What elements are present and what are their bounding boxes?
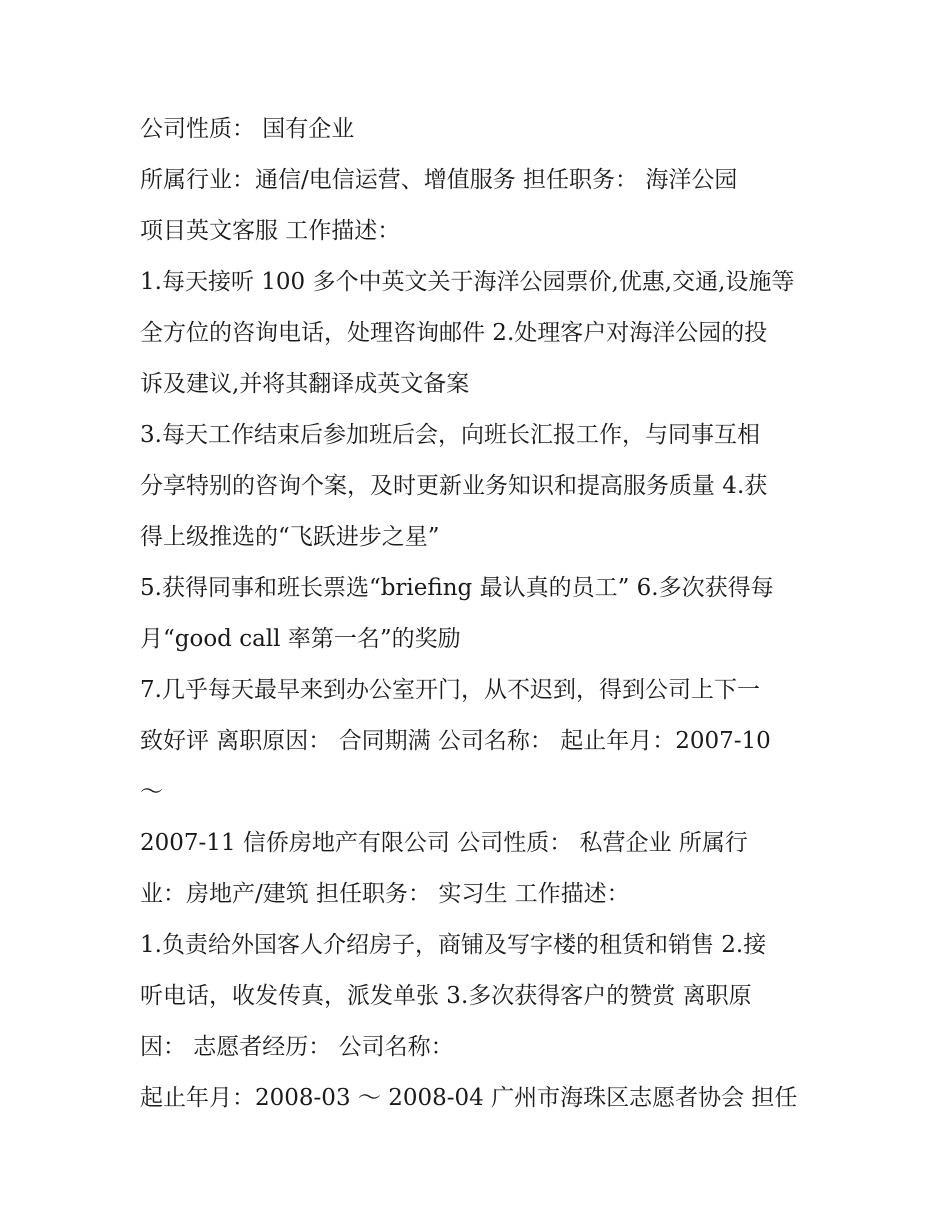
- document-body: [140, 104, 820, 1124]
- text-line: 业：房地产/建筑 担任职务： 实习生 工作描述：: [140, 881, 630, 907]
- text-line: 听电话，收发传真，派发单张 3.多次获得客户的赞赏 离职原: [140, 983, 752, 1009]
- text-line: ～: [140, 779, 163, 805]
- text-line: 项目英文客服 工作描述：: [140, 218, 401, 244]
- text-line: 7.几乎每天最早来到办公室开门，从不迟到，得到公司上下一: [140, 677, 760, 703]
- text-line: 3.每天工作结束后参加班后会，向班长汇报工作，与同事互相: [140, 422, 760, 448]
- text-line: 1.每天接听 100 多个中英文关于海洋公园票价,优惠,交通,设施等: [140, 269, 795, 295]
- text-line: 全方位的咨询电话，处理咨询邮件 2.处理客户对海洋公园的投: [140, 320, 768, 346]
- text-line: 分享特别的咨询个案，及时更新业务知识和提高服务质量 4.获: [140, 473, 768, 499]
- text-line: 5.获得同事和班长票选“briefing 最认真的员工” 6.多次获得每: [140, 575, 774, 601]
- text-line: 诉及建议,并将其翻译成英文备案: [140, 371, 470, 397]
- text-line: 1.负责给外国客人介绍房子，商铺及写字楼的租赁和销售 2.接: [140, 932, 767, 958]
- text-line: 公司性质： 国有企业: [140, 116, 355, 142]
- text-line: 因： 志愿者经历： 公司名称：: [140, 1034, 454, 1060]
- text-line: 所属行业：通信/电信运营、增值服务 担任职务： 海洋公园: [140, 167, 738, 193]
- text-line: 2007-11 信侨房地产有限公司 公司性质： 私营企业 所属行: [140, 830, 748, 856]
- text-line: 得上级推选的“飞跃进步之星”: [140, 524, 440, 550]
- text-line: 致好评 离职原因： 合同期满 公司名称： 起止年月：2007-10: [140, 728, 771, 754]
- text-line: 起止年月：2008-03 ～ 2008-04 广州市海珠区志愿者协会 担任: [140, 1085, 798, 1111]
- text-line: 月“good call 率第一名”的奖励: [140, 626, 461, 652]
